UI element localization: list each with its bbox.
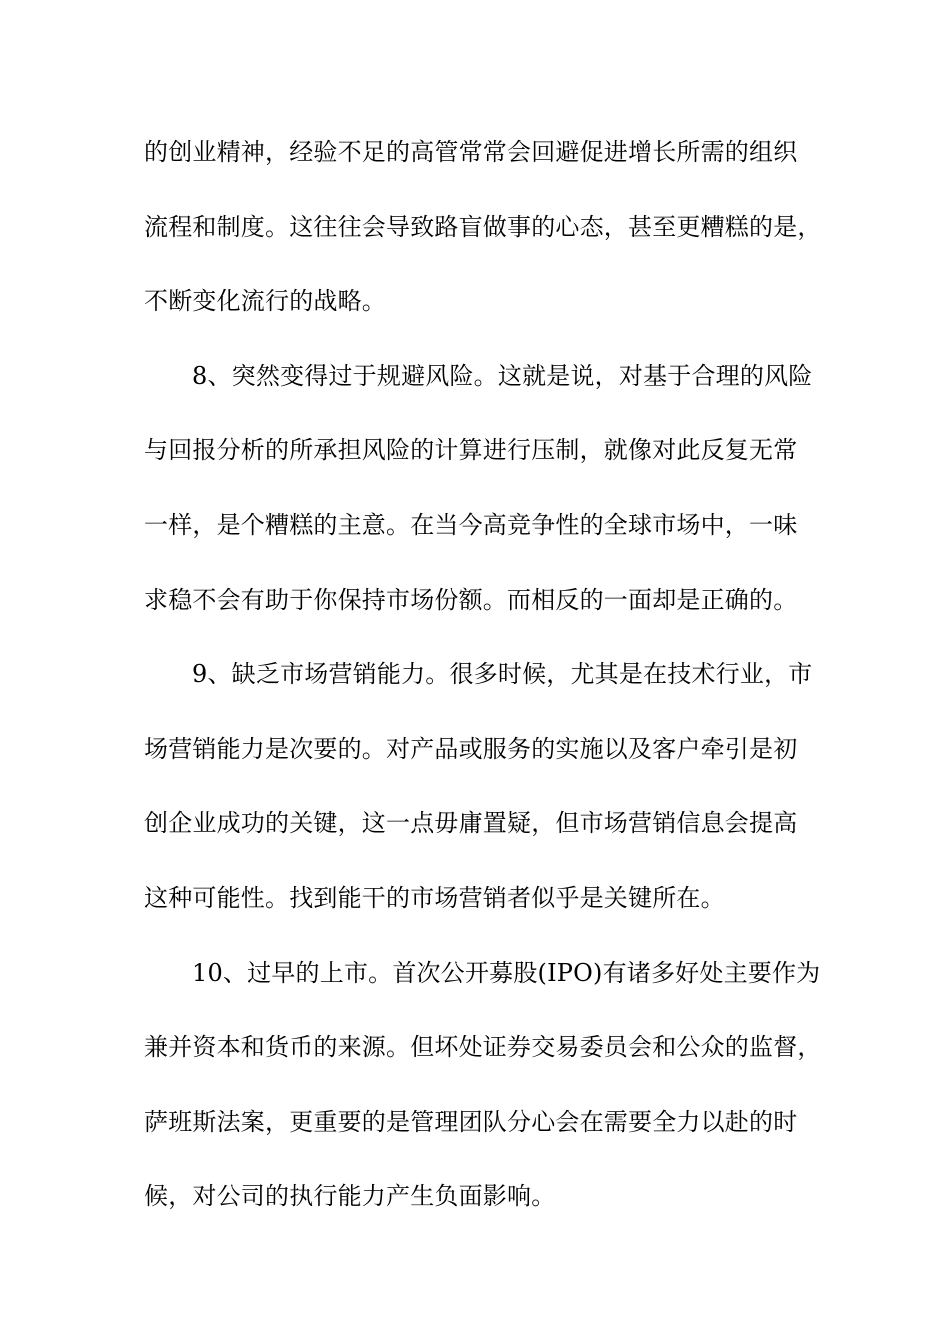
text-line: 的创业精神，经验不足的高管常常会回避促进增长所需的组织 bbox=[144, 138, 798, 166]
text-line: 这种可能性。找到能干的市场营销者似乎是关键所在。 bbox=[144, 883, 725, 912]
text-line: 候，对公司的执行能力产生负面影响。 bbox=[144, 1182, 556, 1211]
text-line: 求稳不会有助于你保持市场份额。而相反的一面却是正确的。 bbox=[144, 585, 798, 614]
text-line: 场营销能力是次要的。对产品或服务的实施以及客户牵引是初 bbox=[144, 734, 798, 763]
text-line: 兼并资本和货币的来源。但坏处证券交易委员会和公众的监督， bbox=[144, 1033, 822, 1062]
text-line: 创企业成功的关键，这一点毋庸置疑，但市场营销信息会提高 bbox=[144, 809, 798, 838]
paragraph-8-first-line: 8、突然变得过于规避风险。这就是说，对基于合理的风险 bbox=[192, 361, 813, 390]
text-line: 不断变化流行的战略。 bbox=[144, 287, 386, 316]
text-line: 与回报分析的所承担风险的计算进行压制，就像对此反复无常 bbox=[144, 436, 798, 465]
paragraph-9-first-line: 9、缺乏市场营销能力。很多时候，尤其是在技术行业，市 bbox=[192, 660, 813, 689]
body-text bbox=[144, 128, 822, 1247]
text-line: 萨班斯法案，更重要的是管理团队分心会在需要全力以赴的时 bbox=[144, 1107, 798, 1136]
text-line: 流程和制度。这往往会导致路盲做事的心态，甚至更糟糕的是， bbox=[144, 212, 822, 241]
paragraph-10-first-line: 10、过早的上市。首次公开募股(IPO)有诸多好处主要作为 bbox=[192, 958, 821, 987]
text-line: 一样，是个糟糕的主意。在当今高竞争性的全球市场中，一味 bbox=[144, 510, 798, 539]
